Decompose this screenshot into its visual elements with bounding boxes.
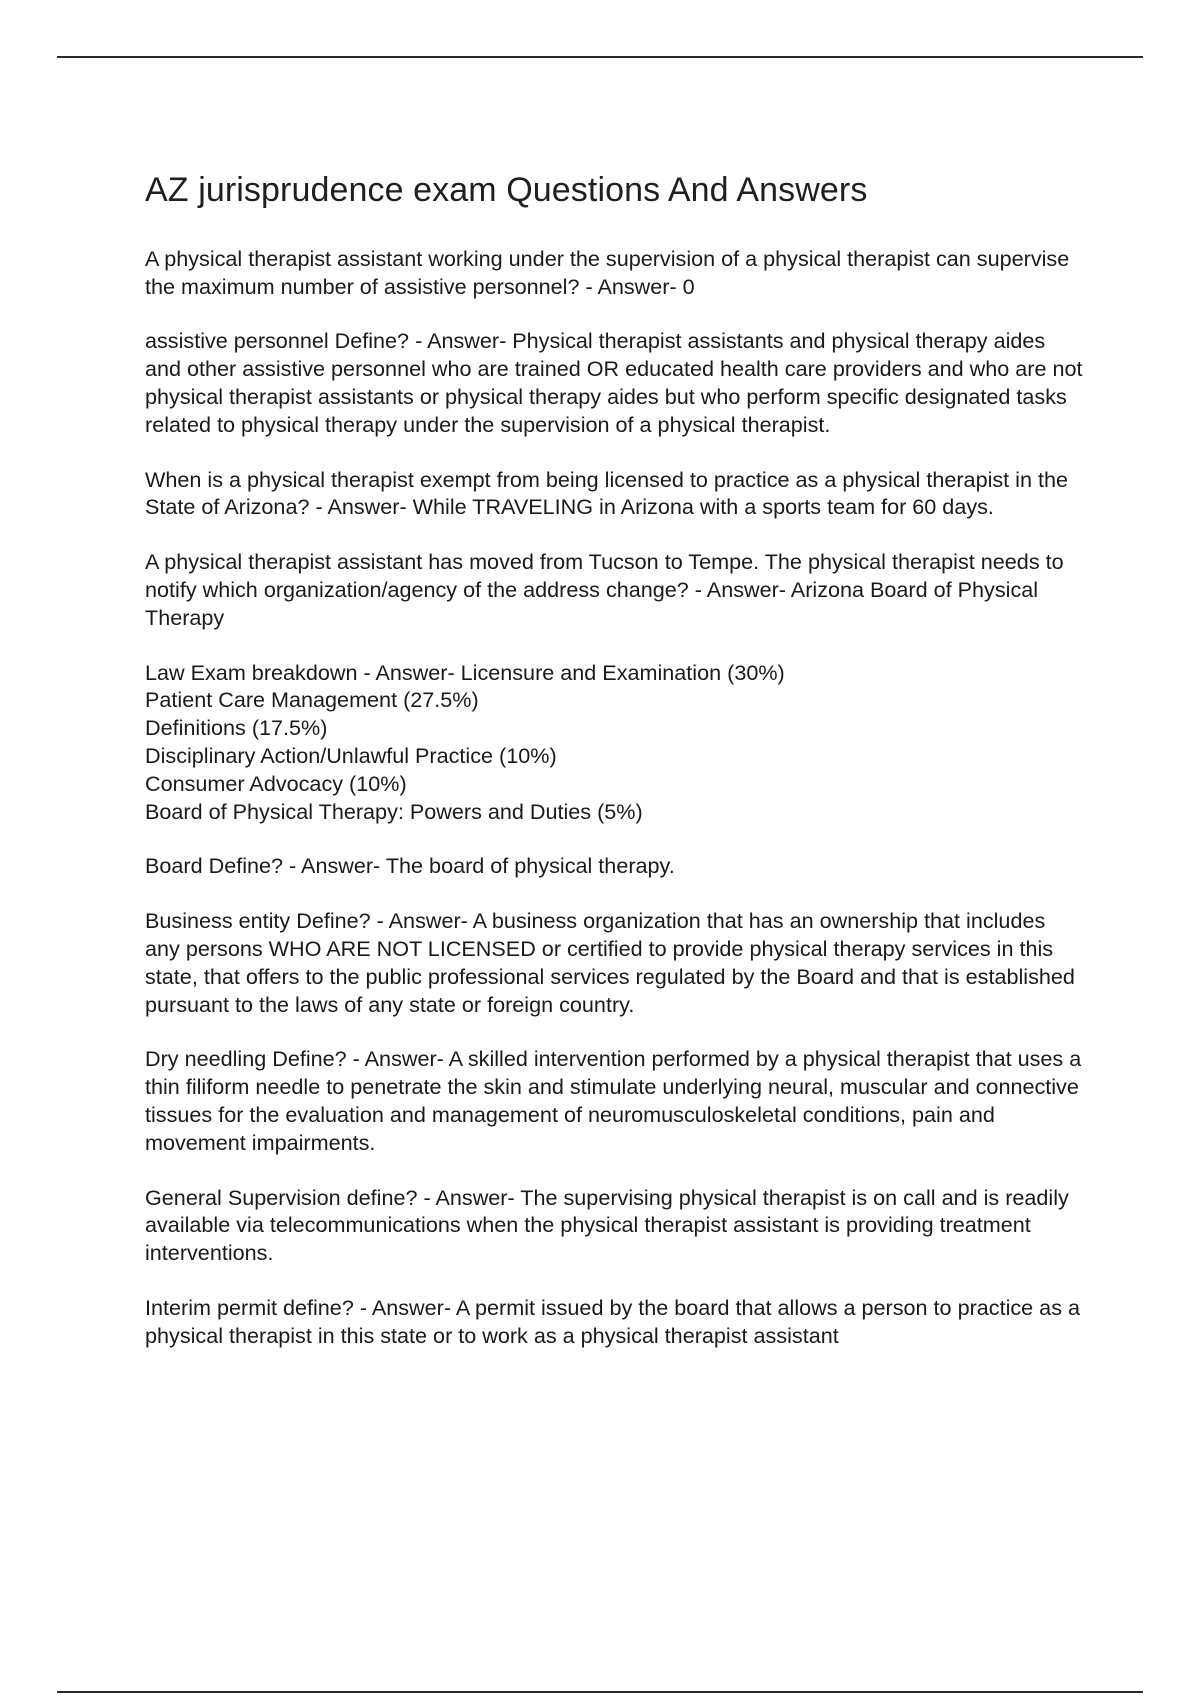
breakdown-line: Law Exam breakdown - Answer- Licensure and Examination (30%) — [145, 659, 785, 685]
breakdown-line: Definitions (17.5%) — [145, 715, 328, 741]
breakdown-line: Disciplinary Action/Unlawful Practice (10%) — [145, 742, 557, 768]
breakdown-line: Board of Physical Therapy: Powers and Duties (5%) — [145, 798, 643, 824]
qa-entry: A physical therapist assistant has moved from Tucson to Tempe. The physical therapist needs to notify which organization/agency of the address change? - Answer- Arizona Board of Physical Therapy — [145, 549, 1064, 630]
qa-entry: Interim permit define? - Answer- A permit issued by the board that allows a person to practice as a physical therapist in this state or to work as a physical therapist assistant — [145, 1294, 1080, 1348]
bottom-rule — [57, 1691, 1143, 1693]
document-body — [145, 170, 1085, 1377]
qa-entry: When is a physical therapist exempt from being licensed to practice as a physical therapist in the State of Arizona? - Answer- While TRAVELING in Arizona with a sports team for 60 days. — [145, 466, 1068, 520]
qa-entry: Board Define? - Answer- The board of physical therapy. — [145, 853, 675, 879]
top-rule — [57, 56, 1143, 58]
qa-entry: Dry needling Define? - Answer- A skilled intervention performed by a physical therapist that uses a thin filiform needle to penetrate the skin and stimulate underlying neural, muscular and connective tissues for the evaluation and management of neuromusculoskeletal conditions, pain and movement impairments. — [145, 1046, 1082, 1155]
breakdown-line: Patient Care Management (27.5%) — [145, 687, 479, 713]
qa-entry: Business entity Define? - Answer- A business organization that has an ownership that includes any persons WHO ARE NOT LICENSED or certified to provide physical therapy services in this state, that offers to the public professional services regulated by the Board and that is established pursuant to the laws of any state or foreign country. — [145, 908, 1075, 1017]
page-title: AZ jurisprudence exam Questions And Answers — [145, 171, 868, 209]
qa-entry-breakdown — [145, 659, 1085, 826]
qa-entry: assistive personnel Define? - Answer- Physical therapist assistants and physical therapy aides and other assistive personnel who are trained OR educated health care providers and who are not physical therapist assistants or physical therapy aides but who perform specific designated tasks related to physical therapy under the supervision of a physical therapist. — [145, 328, 1083, 437]
qa-entry: General Supervision define? - Answer- The supervising physical therapist is on call and is readily available via telecommunications when the physical therapist assistant is providing treatment interventions. — [145, 1184, 1069, 1266]
breakdown-line: Consumer Advocacy (10%) — [145, 770, 407, 796]
qa-entry: A physical therapist assistant working under the supervision of a physical therapist can supervise the maximum number of assistive personnel? - Answer- 0 — [145, 245, 1070, 299]
